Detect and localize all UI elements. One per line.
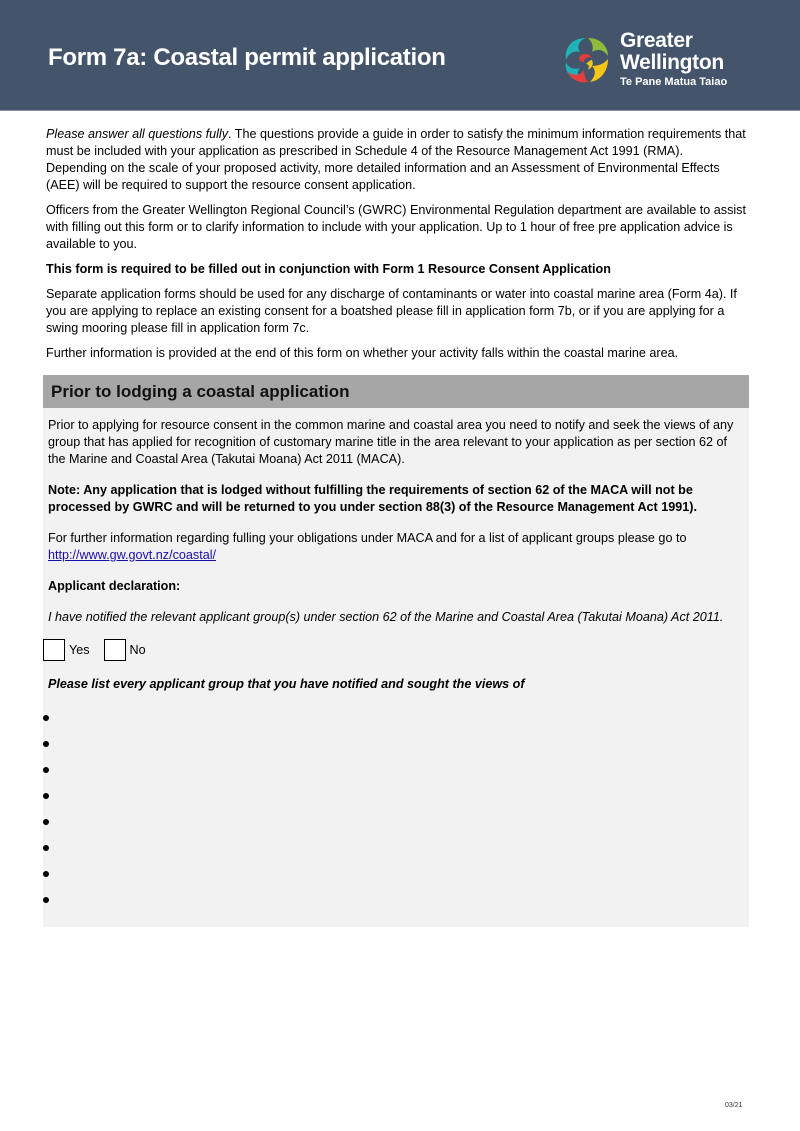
list-item: [43, 889, 738, 915]
bullet-icon: [43, 793, 49, 799]
form-1-requirement-note: This form is required to be filled out in conjunction with Form 1 Resource Consent Application: [46, 262, 611, 276]
intro-text: . The questions provide a guide in order to satisfy the minimum information requirements that must be included with your application as prescribed in Schedule 4 of the Resource Management Act 1991 (RMA). Depending on the scale of your proposed activity, more detailed information and an Assessment of Environmental Effects (AEE) will be required to support the resource consent application.: [46, 127, 746, 192]
section-body: [48, 417, 738, 915]
no-label: No: [129, 642, 146, 657]
intro-paragraph-5: Further information is provided at the end of this form on whether your activity falls within the coastal marine area.: [46, 346, 679, 360]
yes-checkbox[interactable]: [43, 639, 65, 661]
greater-wellington-logo: [558, 30, 738, 92]
maca-note: Note: Any application that is lodged without fulfilling the requirements of section 62 of the MACA will not be processed by GWRC and will be returned to you under section 88(3) of the Resource Management Act 1991).: [48, 483, 697, 514]
logo-wordmark: [620, 30, 724, 74]
list-item: [43, 863, 738, 889]
list-item: [43, 759, 738, 785]
further-info: [48, 530, 738, 564]
intro-section: [46, 126, 746, 370]
logo-line2: Wellington: [620, 51, 724, 74]
yes-label: Yes: [69, 642, 90, 657]
applicant-group-field-2[interactable]: [63, 735, 723, 755]
intro-paragraph-1: [46, 126, 746, 194]
section-heading-bar: [43, 375, 749, 408]
koru-swirl-logo-icon: [558, 32, 614, 88]
list-item: [43, 733, 738, 759]
bullet-icon: [43, 871, 49, 877]
list-item: [43, 837, 738, 863]
applicant-group-field-3[interactable]: [63, 761, 723, 781]
list-item: [43, 707, 738, 733]
applicant-group-field-6[interactable]: [63, 839, 723, 859]
intro-paragraph-2: Officers from the Greater Wellington Regional Council’s (GWRC) Environmental Regulation department are available to assist with filling out this form or to clarify information to include with your application. Up to 1 hour of free pre application advice is available to you.: [46, 203, 746, 251]
page-title: Form 7a: Coastal permit application: [48, 44, 446, 71]
applicant-group-field-4[interactable]: [63, 787, 723, 807]
bullet-icon: [43, 715, 49, 721]
list-item: [43, 811, 738, 837]
bullet-icon: [43, 741, 49, 747]
section-heading: Prior to lodging a coastal application: [51, 382, 350, 401]
page-header: [0, 0, 800, 111]
form-version-code: 03/21: [725, 1102, 743, 1109]
logo-line1: Greater: [620, 29, 693, 52]
intro-paragraph-4: Separate application forms should be used for any discharge of contaminants or water into coastal marine area (Form 4a). If you are applying to replace an existing consent for a boatshed please fill in application form 7b, or if you are applying for a swing mooring please fill in application form 7c.: [46, 287, 737, 335]
coastal-info-link[interactable]: http://www.gw.govt.nz/coastal/: [48, 548, 216, 562]
applicant-group-field-7[interactable]: [63, 865, 723, 885]
further-info-text: For further information regarding fulling your obligations under MACA and for a list of applicant groups please go to: [48, 531, 687, 545]
intro-emphasis: Please answer all questions fully: [46, 127, 229, 141]
declaration-text: I have notified the relevant applicant group(s) under section 62 of the Marine and Coastal Area (Takutai Moana) Act 2011.: [48, 610, 724, 624]
applicant-group-list: [43, 707, 738, 915]
declaration-options: [43, 638, 738, 662]
prior-to-lodging-panel: [43, 375, 749, 927]
logo-subtitle: Te Pane Matua Taiao: [620, 76, 728, 88]
bullet-icon: [43, 767, 49, 773]
applicant-group-field-1[interactable]: [63, 709, 723, 729]
bullet-icon: [43, 845, 49, 851]
applicant-group-field-5[interactable]: [63, 813, 723, 833]
bullet-icon: [43, 897, 49, 903]
list-prompt: Please list every applicant group that you have notified and sought the views of: [48, 677, 525, 691]
declaration-label: Applicant declaration:: [48, 579, 181, 593]
section-paragraph: Prior to applying for resource consent in the common marine and coastal area you need to notify and seek the views of any group that has applied for recognition of customary marine title in the area relevant to your application as per section 62 of the Marine and Coastal Area (Takutai Moana) Act 2011 (MACA).: [48, 418, 734, 466]
bullet-icon: [43, 819, 49, 825]
list-item: [43, 785, 738, 811]
no-checkbox[interactable]: [104, 639, 126, 661]
applicant-group-field-8[interactable]: [63, 891, 723, 911]
